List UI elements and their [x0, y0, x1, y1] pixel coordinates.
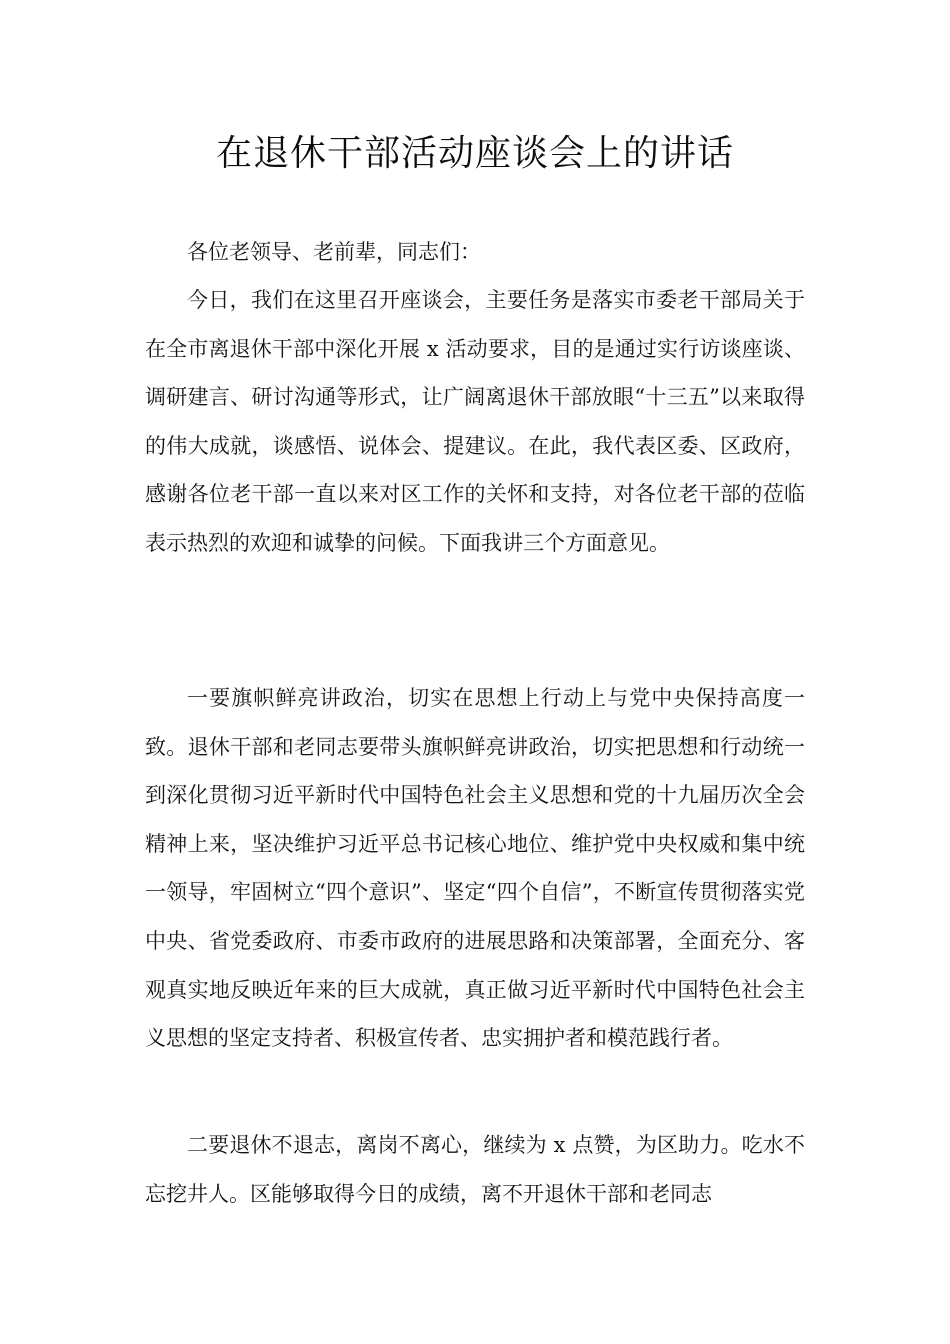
intro-paragraph: 今日，我们在这里召开座谈会，主要任务是落实市委老干部局关于在全市离退休干部中深化开展 x 活动要求，目的是通过实行访谈座谈、调研建言、研讨沟通等形式，让广阔离退休干部放眼“十三五”以来取得的伟大成就，谈感悟、说体会、提建议。在此，我代表区委、区政府，感谢各位老干部一直以来对区工作的关怀和支持，对各位老干部的莅临表示热烈的欢迎和诚挚的问候。下面我讲三个方面意见。: [145, 288, 805, 555]
greeting-paragraph: 各位老领导、老前辈，同志们：: [187, 240, 481, 264]
point-one-paragraph: 一要旗帜鲜亮讲政治，切实在思想上行动上与党中央保持高度一致。退休干部和老同志要带头旗帜鲜亮讲政治，切实把思想和行动统一到深化贯彻习近平新时代中国特色社会主义思想和党的十九届历次全会精神上来，坚决维护习近平总书记核心地位、维护党中央权威和集中统一领导，牢固树立“四个意识”、坚定“四个自信”，不断宣传贯彻落实党中央、省党委政府、市委市政府的进展思路和决策部署，全面充分、客观真实地反映近年来的巨大成就，真正做习近平新时代中国特色社会主义思想的坚定支持者、积极宣传者、忠实拥护者和模范践行者。: [145, 686, 805, 1051]
point-two-paragraph: 二要退休不退志，离岗不离心，继续为 x 点赞，为区助力。吃水不忘挖井人。区能够取得今日的成绩，离不开退休干部和老同志: [145, 1133, 805, 1206]
document-title: 在退休干部活动座谈会上的讲话: [215, 133, 734, 174]
